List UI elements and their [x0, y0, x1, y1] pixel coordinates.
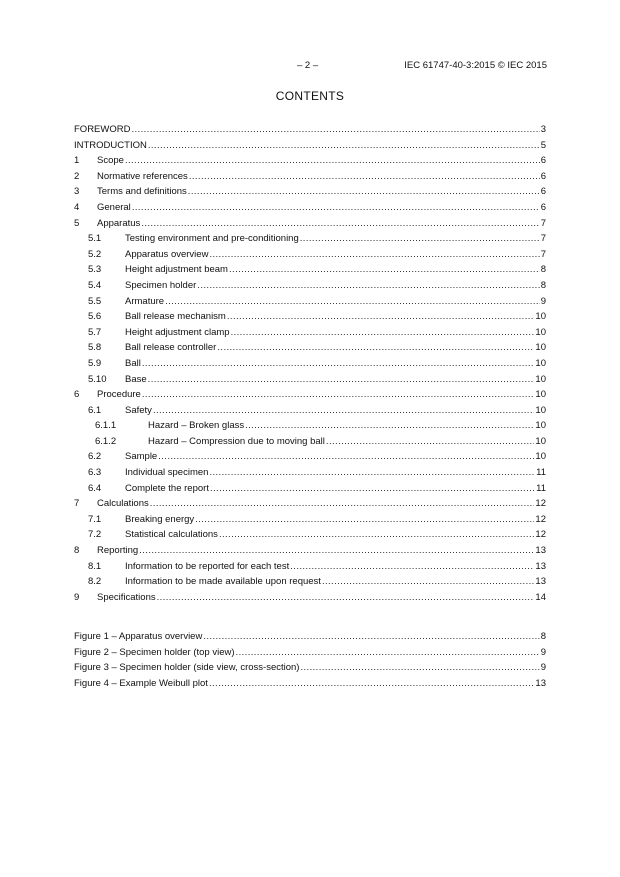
dot-leader: [322, 574, 534, 590]
toc-entry-number: 5.1: [88, 233, 102, 245]
dot-leader: [245, 418, 534, 434]
toc-entry-page: 10: [535, 389, 546, 401]
toc-entry-page: 7: [540, 233, 546, 245]
toc-entry[interactable]: [74, 262, 546, 278]
toc-entry[interactable]: [74, 527, 546, 543]
toc-entry-title: FOREWORD: [74, 124, 131, 135]
toc-entry[interactable]: [74, 574, 546, 590]
dot-leader: [326, 434, 535, 450]
toc-entry-page: 10: [535, 420, 546, 432]
toc-entry[interactable]: [74, 122, 546, 138]
toc-entry-number: 4: [74, 201, 80, 213]
toc-entry[interactable]: [74, 434, 546, 450]
toc-entry-number: 5: [74, 217, 80, 229]
toc-entry-page: 10: [535, 451, 546, 463]
toc-entry-title: Armature: [125, 295, 165, 307]
toc-entry-title: Safety: [125, 404, 152, 416]
toc-entry-page: 14: [535, 591, 546, 603]
toc-entry-number: 5.8: [88, 342, 102, 354]
toc-entry-page: 10: [535, 342, 546, 354]
figure-entry[interactable]: [74, 645, 546, 661]
dot-leader: [150, 496, 535, 512]
toc-entry-title: Scope: [97, 155, 124, 167]
toc-entry-title: Specifications: [97, 591, 156, 603]
figure-entry[interactable]: [74, 660, 546, 676]
toc-entry-number: 5.2: [88, 248, 102, 260]
toc-entry[interactable]: [74, 278, 546, 294]
dot-leader: [165, 294, 540, 310]
toc-entry[interactable]: [74, 340, 546, 356]
list-of-figures: [74, 629, 546, 691]
toc-entry-page: 12: [535, 529, 546, 541]
toc-entry-title: Ball release controller: [125, 342, 217, 354]
toc-entry[interactable]: [74, 309, 546, 325]
dot-leader: [290, 559, 534, 575]
toc-entry-page: 10: [535, 435, 546, 447]
toc-entry[interactable]: [74, 496, 546, 512]
toc-entry[interactable]: [74, 512, 546, 528]
toc-entry-number: 5.10: [88, 373, 107, 385]
toc-entry-title: Height adjustment clamp: [125, 326, 230, 338]
toc-entry-number: 8: [74, 545, 80, 557]
toc-entry-number: 1: [74, 155, 80, 167]
toc-entry[interactable]: [74, 418, 546, 434]
toc-entry-number: 5.3: [88, 264, 102, 276]
figure-entry-page: 9: [540, 662, 546, 674]
toc-entry-title: Base: [125, 373, 147, 385]
dot-leader: [157, 590, 535, 606]
toc-entry[interactable]: [74, 559, 546, 575]
toc-entry-number: 6.2: [88, 451, 102, 463]
figure-entry[interactable]: [74, 629, 546, 645]
toc-entry[interactable]: [74, 449, 546, 465]
dot-leader: [197, 278, 539, 294]
toc-entry-title: Terms and definitions: [97, 186, 187, 198]
toc-entry-number: 5.5: [88, 295, 102, 307]
toc-entry-page: 6: [540, 186, 546, 198]
toc-entry-number: 8.2: [88, 576, 102, 588]
dot-leader: [142, 387, 535, 403]
toc-entry-number: 7: [74, 498, 80, 510]
dot-leader: [139, 543, 534, 559]
toc-entry-title: Hazard – Compression due to moving ball: [148, 435, 325, 447]
dot-leader: [229, 262, 540, 278]
toc-entry-title: Reporting: [97, 545, 139, 557]
dot-leader: [141, 216, 539, 232]
toc-entry-title: Statistical calculations: [125, 529, 218, 541]
figure-entry-title: Figure 1 – Apparatus overview: [74, 631, 203, 642]
toc-entry-number: 3: [74, 186, 80, 198]
dot-leader: [132, 200, 540, 216]
toc-entry-page: 8: [540, 279, 546, 291]
toc-entry-title: Complete the report: [125, 482, 209, 494]
toc-entry-page: 13: [535, 576, 546, 588]
toc-entry-title: Ball release mechanism: [125, 311, 226, 323]
toc-entry-page: 13: [535, 560, 546, 572]
toc-entry[interactable]: [74, 325, 546, 341]
dot-leader: [210, 481, 535, 497]
dot-leader: [219, 527, 534, 543]
toc-entry-title: Specimen holder: [125, 279, 197, 291]
dot-leader: [300, 660, 539, 676]
toc-entry[interactable]: [74, 247, 546, 263]
toc-entry-title: Hazard – Broken glass: [148, 420, 245, 432]
toc-entry-page: 13: [535, 545, 546, 557]
toc-entry-page: 6: [540, 170, 546, 182]
contents-title: CONTENTS: [275, 89, 345, 103]
toc-entry[interactable]: [74, 372, 546, 388]
toc-entry[interactable]: [74, 184, 546, 200]
dot-leader: [217, 340, 534, 356]
toc-entry-title: Apparatus: [97, 217, 141, 229]
figure-entry-page: 9: [540, 646, 546, 658]
toc-entry[interactable]: [74, 231, 546, 247]
dot-leader: [203, 629, 539, 645]
toc-entry-page: 9: [540, 295, 546, 307]
toc-entry-number: 6.1: [88, 404, 102, 416]
toc-entry-page: 5: [540, 139, 546, 151]
dot-leader: [148, 372, 535, 388]
dot-leader: [300, 231, 540, 247]
toc-entry[interactable]: [74, 481, 546, 497]
toc-entry-number: 7.1: [88, 513, 102, 525]
toc-entry[interactable]: [74, 294, 546, 310]
figure-entry-title: Figure 3 – Specimen holder (side view, cross-section): [74, 662, 300, 674]
toc-entry-page: 11: [536, 467, 546, 479]
table-of-contents: [74, 122, 546, 605]
toc-entry-number: 9: [74, 591, 80, 603]
toc-entry[interactable]: [74, 356, 546, 372]
toc-entry-title: Testing environment and pre-conditioning: [125, 233, 299, 245]
toc-entry-title: Information to be made available upon request: [125, 576, 321, 588]
toc-entry-number: 6.4: [88, 482, 102, 494]
dot-leader: [231, 325, 535, 341]
dot-leader: [236, 645, 540, 661]
document-id: IEC 61747-40-3:2015 © IEC 2015: [404, 60, 547, 71]
toc-entry-title: INTRODUCTION: [74, 139, 147, 151]
dot-leader: [209, 247, 539, 263]
dot-leader: [189, 169, 540, 185]
page-header: [0, 60, 620, 74]
toc-entry-page: 10: [535, 373, 546, 385]
toc-entry[interactable]: [74, 153, 546, 169]
toc-entry[interactable]: [74, 169, 546, 185]
figure-entry-title: Figure 2 – Specimen holder (top view): [74, 646, 235, 658]
dot-leader: [227, 309, 535, 325]
toc-entry-page: 11: [536, 482, 546, 494]
figure-entry-page: 8: [540, 631, 546, 642]
toc-entry-title: Sample: [125, 451, 158, 463]
toc-entry[interactable]: [74, 465, 546, 481]
toc-entry-title: Calculations: [97, 498, 149, 510]
toc-entry-number: 2: [74, 170, 80, 182]
dot-leader: [209, 676, 534, 692]
toc-entry-page: 12: [535, 513, 546, 525]
toc-entry-title: Apparatus overview: [125, 248, 209, 260]
toc-entry-page: 6: [540, 201, 546, 213]
toc-entry-number: 5.6: [88, 311, 102, 323]
toc-entry-number: 7.2: [88, 529, 102, 541]
toc-entry[interactable]: [74, 387, 546, 403]
toc-entry-number: 5.4: [88, 279, 102, 291]
toc-entry[interactable]: [74, 216, 546, 232]
dot-leader: [153, 403, 534, 419]
toc-entry-number: 6: [74, 389, 80, 401]
toc-entry-title: Procedure: [97, 389, 141, 401]
toc-entry-title: Ball: [125, 357, 141, 369]
dot-leader: [131, 122, 539, 138]
toc-entry-number: 6.1.1: [95, 420, 117, 432]
toc-entry-number: 5.7: [88, 326, 102, 338]
toc-entry-page: 10: [535, 357, 546, 369]
toc-entry[interactable]: [74, 138, 546, 154]
dot-leader: [125, 153, 540, 169]
toc-entry-page: 10: [535, 326, 546, 338]
toc-entry-page: 8: [540, 264, 546, 276]
toc-entry[interactable]: [74, 543, 546, 559]
dot-leader: [195, 512, 534, 528]
toc-entry-page: 7: [540, 217, 546, 229]
dot-leader: [142, 356, 535, 372]
toc-entry-title: General: [97, 201, 131, 213]
toc-entry-page: 10: [535, 311, 546, 323]
toc-entry[interactable]: [74, 200, 546, 216]
page-number: – 2 –: [297, 60, 319, 71]
toc-entry-page: 12: [535, 498, 546, 510]
toc-entry-title: Height adjustment beam: [125, 264, 228, 276]
toc-entry-number: 8.1: [88, 560, 102, 572]
toc-entry-page: 10: [535, 404, 546, 416]
toc-entry-title: Information to be reported for each test: [125, 560, 290, 572]
figure-entry-page: 13: [535, 677, 546, 689]
dot-leader: [148, 138, 540, 154]
toc-entry-title: Individual specimen: [125, 467, 209, 479]
toc-entry-number: 6.3: [88, 467, 102, 479]
toc-entry-page: 6: [540, 155, 546, 167]
toc-entry-page: 3: [540, 124, 546, 135]
dot-leader: [209, 465, 535, 481]
dot-leader: [188, 184, 540, 200]
toc-entry-number: 5.9: [88, 357, 102, 369]
toc-entry-page: 7: [540, 248, 546, 260]
toc-entry-title: Breaking energy: [125, 513, 195, 525]
figure-entry-title: Figure 4 – Example Weibull plot: [74, 677, 208, 689]
figure-entry[interactable]: [74, 676, 546, 692]
dot-leader: [158, 449, 534, 465]
toc-entry-title: Normative references: [97, 170, 188, 182]
toc-entry-number: 6.1.2: [95, 435, 117, 447]
toc-entry[interactable]: [74, 590, 546, 606]
toc-entry[interactable]: [74, 403, 546, 419]
